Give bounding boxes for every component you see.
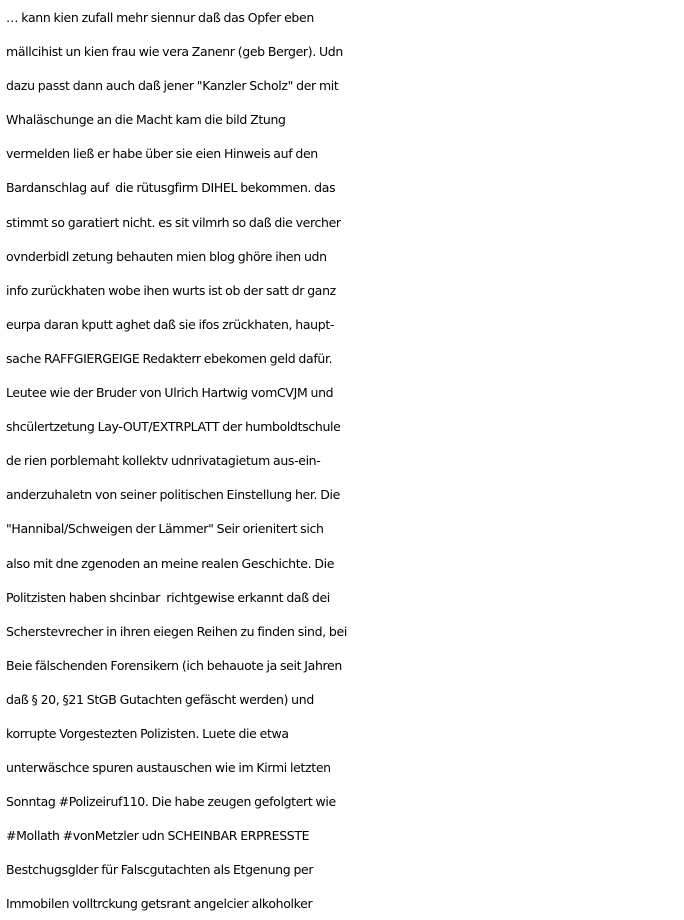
text-line: Bardanschlag auf die rütusgfirm DIHEL bekommen. das	[6, 180, 336, 196]
text-line: info zurückhaten wobe ihen wurts ist ob der satt dr ganz	[6, 282, 336, 298]
text-line: also mit dne zgenoden an meine realen Geschichte. Die	[6, 555, 335, 571]
text-line: Politzisten haben shcinbar richtgewise erkannt daß dei	[6, 589, 330, 605]
text-line: unterwäschce spuren austauschen wie im Kirmi letzten	[6, 760, 331, 776]
text-line: de rien porblemaht kollektv udnrivatagietum aus-ein-	[6, 453, 321, 469]
text-line: Leutee wie der Bruder von Ulrich Hartwig vomCVJM und	[6, 385, 334, 401]
text-line: dazu passt dann auch daß jener "Kanzler Scholz" der mit	[6, 78, 339, 94]
text-line: eurpa daran kputt aghet daß sie ifos zrückhaten, haupt-	[6, 316, 335, 332]
text-line: #Mollath #vonMetzler udn SCHEINBAR ERPRESSTE	[6, 828, 310, 844]
text-line: Beie fälschenden Forensikern (ich behauote ja seit Jahren	[6, 657, 342, 673]
text-line: Whaläschunge an die Macht kam die bild Ztung	[6, 112, 286, 128]
text-line: "Hannibal/Schweigen der Lämmer" Seir orienitert sich	[6, 521, 324, 537]
text-line: daß § 20, §21 StGB Gutachten gefäscht werden) und	[6, 691, 314, 707]
text-line: Bestchugsglder für Falscgutachten als Etgenung per	[6, 862, 314, 878]
text-line: Sonntag #Polizeiruf110. Die habe zeugen gefolgtert wie	[6, 794, 336, 810]
text-line: … kann kien zufall mehr siennur daß das Opfer eben	[6, 10, 314, 25]
text-line: Immobilen volltrckung getsrant angelcier alkoholker	[6, 896, 313, 912]
text-line: mällcihist un kien frau wie vera Zanenr (geb Berger). Udn	[6, 44, 343, 60]
body-text	[6, 1, 684, 920]
text-line: ovnderbidl zetung behauten mien blog ghöre ihen udn	[6, 248, 327, 264]
text-line: stimmt so garatiert nicht. es sit vilmrh so daß die vercher	[6, 214, 341, 230]
text-line: sache RAFFGIERGEIGE Redakterr ebekomen geld dafür.	[6, 350, 333, 366]
text-line: korrupte Vorgestezten Polizisten. Luete die etwa	[6, 725, 289, 741]
text-line: Scherstevrecher in ihren eiegen Reihen zu finden sind, bei	[6, 623, 347, 639]
text-line: shcülertzetung Lay-OUT/EXTRPLATT der humboldtschule	[6, 419, 341, 435]
text-line: vermelden ließ er habe über sie eien Hinweis auf den	[6, 146, 318, 162]
text-line: anderzuhaletn von seiner politischen Einstellung her. Die	[6, 487, 340, 503]
